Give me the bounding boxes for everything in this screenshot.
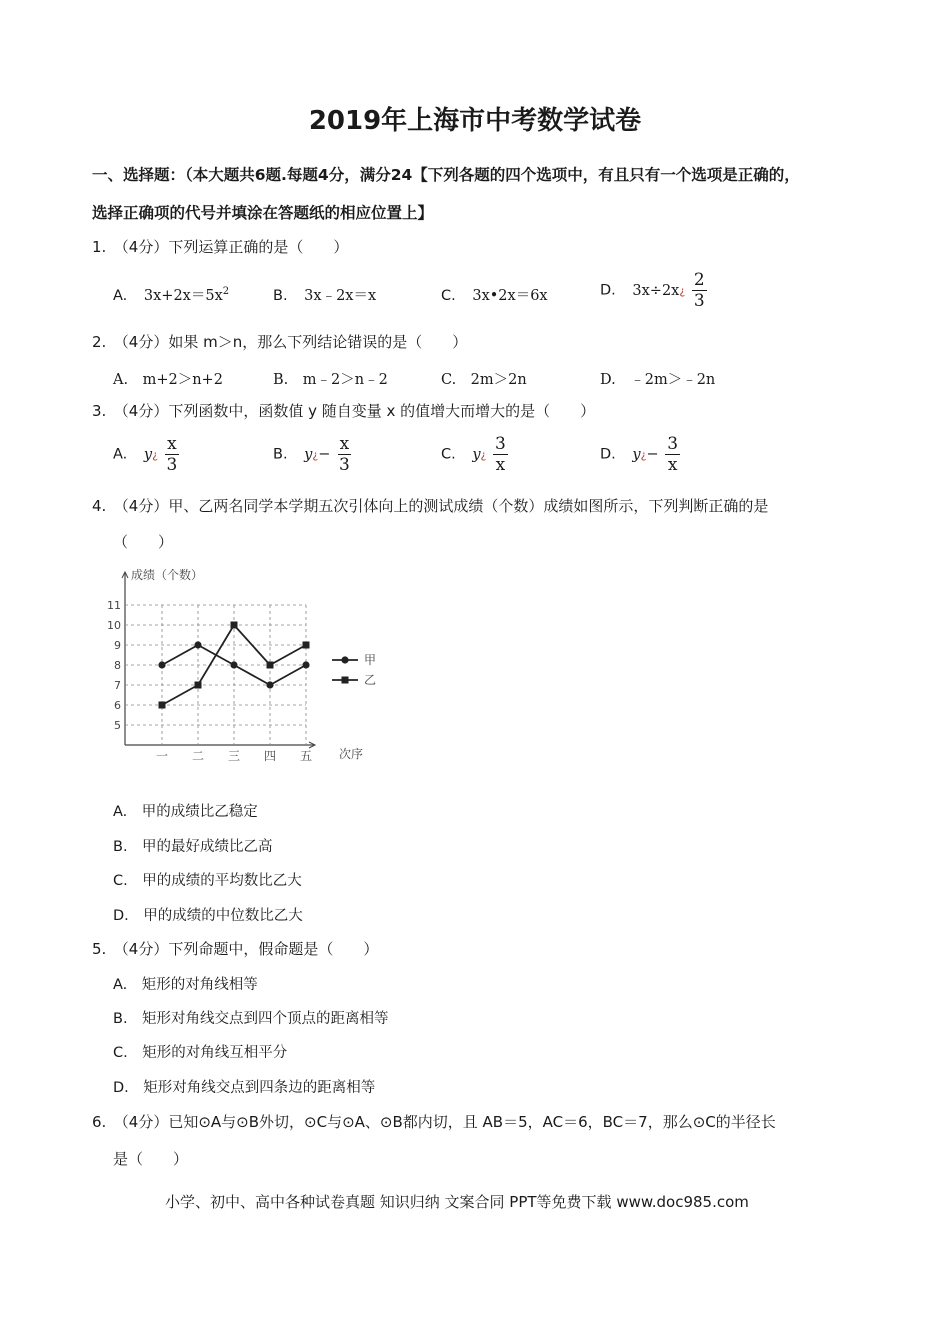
render-artifact-mark: ¿ bbox=[480, 448, 487, 462]
option-superscript: 2 bbox=[222, 286, 230, 298]
page-title: 2019年上海市中考数学试卷 bbox=[308, 106, 642, 136]
question-1-stem: 1. （4分）下列运算正确的是（ ） bbox=[92, 238, 349, 256]
q5-option-b: B. 矩形对角线交点到四个顶点的距离相等 bbox=[113, 1011, 389, 1027]
fraction bbox=[493, 434, 508, 475]
data-point bbox=[231, 622, 238, 629]
fraction-denominator: 3 bbox=[166, 455, 178, 475]
q4-option-b: B. 甲的最好成绩比乙高 bbox=[113, 839, 273, 855]
section-heading-line2: 选择正确项的代号并填涂在答题纸的相应位置上】 bbox=[92, 204, 434, 222]
q2-option-d: D. ﹣2m＞﹣2n bbox=[600, 372, 716, 388]
score-line-chart bbox=[100, 560, 400, 770]
fraction bbox=[165, 434, 180, 475]
y-tick-label: 10 bbox=[107, 619, 121, 632]
q4-option-d: D. 甲的成绩的中位数比乙大 bbox=[113, 908, 303, 924]
option-label: A. bbox=[113, 288, 128, 304]
y-axis-label: 成绩（个数） bbox=[131, 568, 204, 582]
question-4-stem-cont: （ ） bbox=[113, 533, 174, 551]
q4-option-c: C. 甲的成绩的平均数比乙大 bbox=[113, 873, 302, 889]
render-artifact-mark: ¿ bbox=[679, 284, 686, 298]
data-point bbox=[266, 681, 273, 688]
q3-option-c bbox=[441, 434, 508, 475]
option-label: D. bbox=[600, 282, 616, 299]
x-tick-label: 四 bbox=[263, 749, 277, 763]
variable-y: y bbox=[304, 446, 313, 463]
minus-sign: − bbox=[646, 446, 659, 463]
option-text: 3x÷2x bbox=[632, 282, 680, 299]
q1-option-d bbox=[600, 270, 707, 311]
fraction-numerator: 3 bbox=[667, 434, 679, 454]
x-tick-label: 一 bbox=[155, 749, 169, 763]
data-point bbox=[302, 661, 309, 668]
fraction-numerator: 3 bbox=[495, 434, 506, 454]
option-text: 3x+2x＝5x bbox=[143, 288, 223, 304]
q5-option-a: A. 矩形的对角线相等 bbox=[113, 977, 258, 993]
q1-option-b bbox=[273, 284, 376, 305]
minus-sign: − bbox=[318, 446, 331, 463]
variable-y: y bbox=[472, 446, 481, 463]
question-4-stem: 4. （4分）甲、乙两名同学本学期五次引体向上的测试成绩（个数）成绩如图所示，下列判断正确的是 bbox=[92, 497, 769, 515]
fraction-denominator: x bbox=[667, 455, 678, 475]
render-artifact-mark: ¿ bbox=[312, 448, 319, 462]
y-tick-label: 11 bbox=[107, 599, 121, 612]
x-axis-label: 次序 bbox=[339, 747, 364, 761]
y-tick-label: 8 bbox=[114, 659, 121, 672]
option-label: D. bbox=[600, 446, 616, 463]
option-label: B. bbox=[273, 288, 288, 304]
question-3-stem: 3. （4分）下列函数中，函数值 y 随自变量 x 的值增大而增大的是（ ） bbox=[92, 402, 596, 420]
page-footer: 小学、初中、高中各种试卷真题 知识归纳 文案合同 PPT等免费下载 www.doc985.com bbox=[165, 1193, 749, 1211]
q5-option-d: D. 矩形对角线交点到四条边的距离相等 bbox=[113, 1080, 376, 1096]
y-tick-label: 9 bbox=[114, 639, 121, 652]
question-2-stem: 2. （4分）如果 m＞n，那么下列结论错误的是（ ） bbox=[92, 333, 468, 351]
section-heading-line1: 一、选择题：（本大题共6题.每题4分，满分24【下列各题的四个选项中，有且只有一个选项是正确的， bbox=[92, 166, 800, 184]
data-point bbox=[159, 702, 166, 709]
data-point bbox=[303, 642, 310, 649]
x-tick-label: 二 bbox=[191, 749, 205, 763]
question-6-stem: 6. （4分）已知⊙A与⊙B外切，⊙C与⊙A、⊙B都内切，且 AB＝5，AC＝6，BC＝7，那么⊙C的半径长 bbox=[92, 1113, 776, 1131]
legend-label: 乙 bbox=[364, 673, 377, 687]
data-point bbox=[267, 662, 274, 669]
q2-option-a: A. m+2＞n+2 bbox=[113, 372, 223, 388]
data-point bbox=[195, 682, 202, 689]
q3-option-a bbox=[113, 434, 179, 475]
render-artifact-mark: ¿ bbox=[152, 448, 158, 462]
fraction-denominator: x bbox=[495, 455, 506, 475]
fraction bbox=[665, 434, 680, 475]
q4-option-a: A. 甲的成绩比乙稳定 bbox=[113, 804, 258, 820]
fraction-numerator: x bbox=[167, 434, 177, 454]
fraction bbox=[692, 270, 707, 311]
q2-option-c: C. 2m＞2n bbox=[441, 372, 527, 388]
option-label: C. bbox=[441, 288, 456, 304]
option-label: C. bbox=[441, 446, 456, 463]
y-tick-label: 6 bbox=[114, 699, 121, 712]
variable-y: y bbox=[632, 446, 641, 463]
q2-option-b: B. m﹣2＞n﹣2 bbox=[273, 372, 388, 388]
data-point bbox=[194, 641, 201, 648]
y-tick-label: 5 bbox=[114, 719, 121, 732]
legend-marker bbox=[341, 656, 348, 663]
data-point bbox=[158, 661, 165, 668]
fraction-denominator: 3 bbox=[693, 291, 705, 311]
question-5-stem: 5. （4分）下列命题中，假命题是（ ） bbox=[92, 940, 379, 958]
x-tick-label: 五 bbox=[299, 749, 313, 763]
fraction bbox=[337, 434, 352, 475]
option-label: B. bbox=[273, 446, 288, 463]
variable-y: y bbox=[143, 446, 153, 463]
option-label: A. bbox=[113, 446, 128, 463]
q3-option-b bbox=[273, 434, 352, 475]
q3-option-d bbox=[600, 434, 680, 475]
fraction-numerator: 2 bbox=[693, 270, 705, 290]
render-artifact-mark: ¿ bbox=[640, 448, 647, 462]
legend-label: 甲 bbox=[364, 653, 377, 667]
q1-option-a bbox=[113, 284, 229, 305]
option-text: 3x•2x＝6x bbox=[472, 288, 548, 304]
q1-option-c bbox=[441, 284, 548, 305]
legend-marker bbox=[342, 677, 349, 684]
fraction-denominator: 3 bbox=[338, 455, 350, 475]
q5-option-c: C. 矩形的对角线互相平分 bbox=[113, 1045, 288, 1061]
data-point bbox=[230, 661, 237, 668]
option-text: 3x﹣2x＝x bbox=[304, 288, 377, 304]
y-tick-label: 7 bbox=[114, 679, 121, 692]
x-tick-label: 三 bbox=[227, 749, 241, 763]
fraction-numerator: x bbox=[339, 434, 350, 454]
question-6-stem-cont: 是（ ） bbox=[113, 1150, 189, 1168]
